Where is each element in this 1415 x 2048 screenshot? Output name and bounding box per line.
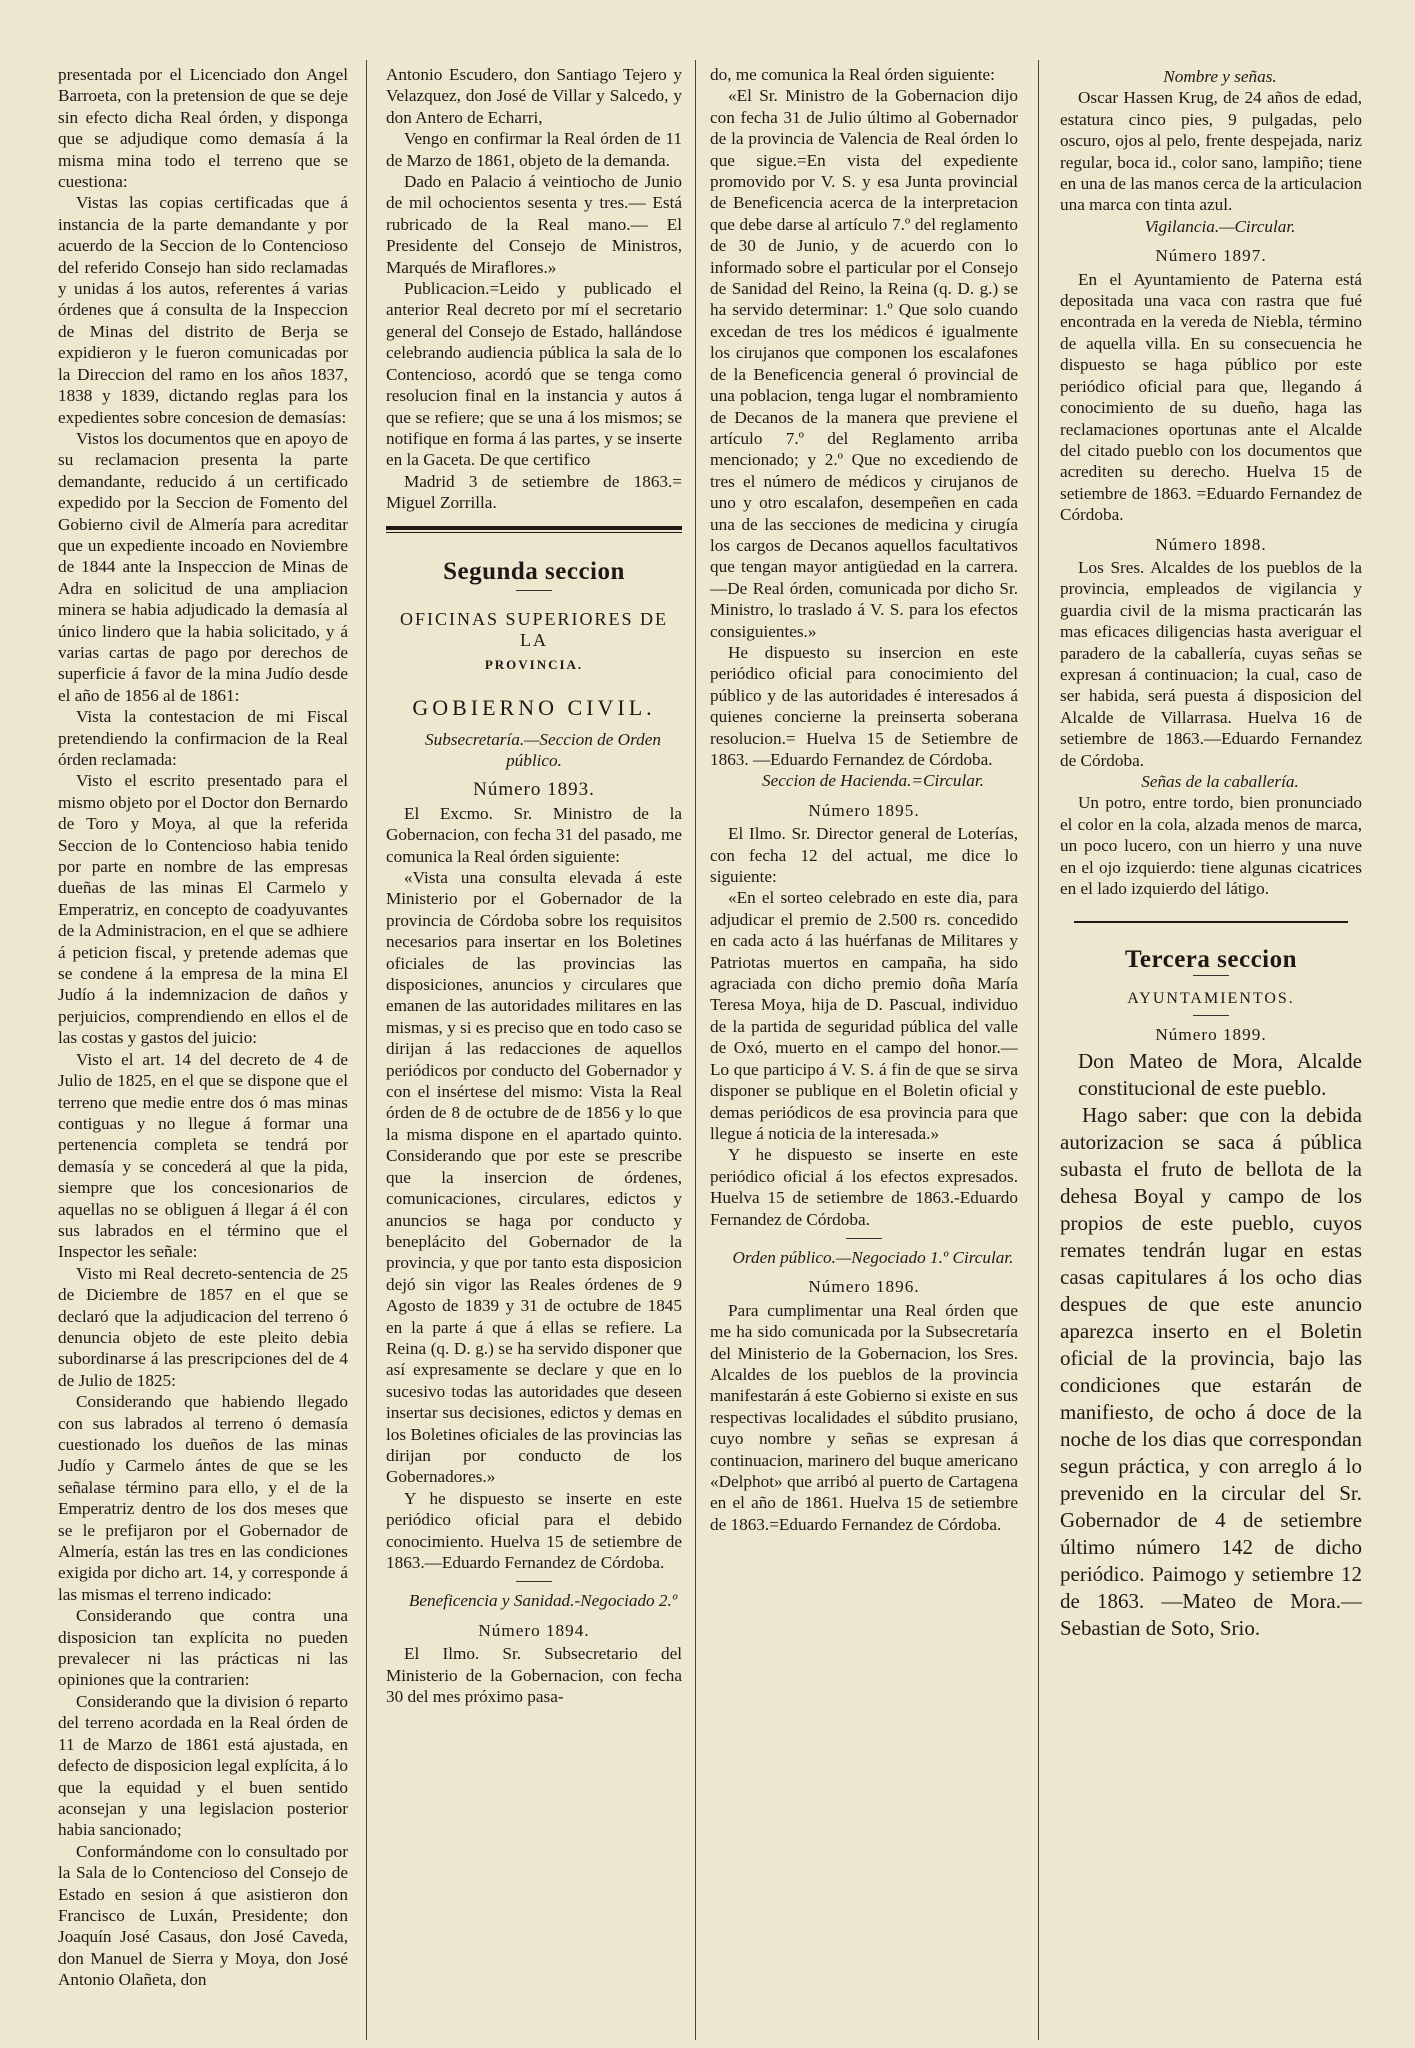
decree-block (1060, 1048, 1362, 1642)
paragraph: Vengo en confirmar la Real órden de 11 de Marzo de 1861, objeto de la demanda. (386, 129, 682, 170)
notice-number: Número 1896. (808, 1277, 920, 1297)
notice-number: Número 1893. (473, 779, 595, 801)
paragraph: He dispuesto su insercion en este periódico oficial para conocimiento del público y de las autoridades é interesados á quienes concierne la preinserta soberana resolucion.= Huelva 15 de Setiembre de 1863. —Eduardo Fernandez de Córdoba. (710, 642, 1018, 769)
separator (1193, 975, 1229, 976)
separator (516, 1581, 552, 1582)
notice-number: Número 1894. (478, 1620, 590, 1640)
subsection-title: Beneficencia y Sanidad.-Negociado 2.º (408, 1591, 678, 1611)
notice-number: Número 1897. (1155, 246, 1267, 266)
separator (846, 1238, 882, 1239)
column-divider (695, 60, 696, 2040)
column-divider (366, 60, 367, 2040)
paragraph: Un potro, entre tordo, bien pronunciado el color en la cola, alzada menos de marca, un poco lucero, con un hierro y una nuve en el ojo izquierdo: tiene algunas cicatrices en el lado izquierdo del látigo. (1060, 793, 1362, 899)
offices-title: OFICINAS SUPERIORES DE LA (399, 608, 669, 651)
section-title: Tercera seccion (1124, 946, 1298, 974)
paragraph: El Excmo. Sr. Ministro de la Gobernacion, con fecha 31 del pasado, me comunica la Real órden siguiente: (386, 803, 682, 866)
paragraph: Considerando que contra una disposicion tan explícita no pueden prevalecer ni las prácticas ni las opiniones que la contrarien: (58, 1606, 348, 1690)
gov-title: GOBIERNO CIVIL. (412, 695, 656, 721)
section-title: Segunda seccion (443, 557, 625, 585)
paragraph: Antonio Escudero, don Santiago Tejero y Velazquez, don José de Villar y Salcedo, y don Antero de Echarri, (386, 65, 682, 127)
separator (1193, 1015, 1229, 1016)
paragraph: Conformándome con lo consultado por la Sala de lo Contencioso del Consejo de Estado en sesion á que asistieron don Francisco de Luxán, Presidente; don Joaquín José Casaus, don José Caveda, don Manuel de Sierra y Moya, don José Antonio Olañeta, don (58, 1841, 348, 1990)
column-4 (1060, 64, 1362, 1642)
paragraph: «Vista una consulta elevada á este Ministerio por el Gobernador de la provincia de Córdoba sobre los requisitos necesarios para insertar en los Boletines oficiales de las provincias las disposiciones, anuncios y circulares que emanen de las autoridades militares en las mismas, y si es preciso que en todo caso se dirijan á las redacciones de aquellos periódicos por conducto del Gobernador y con el insértese del mismo: Vista la Real órden de 8 de octubre de de 1856 y lo que la misma dispone en el apartado quinto. Considerando que por este se prescribe que la insercion de órdenes, comunicaciones, circulares, edictos y anuncios se haga por conducto y beneplácito del Gobernador de la provincia, y que por tanto esta disposicion dejó sin vigor las Reales órdenes de 9 Agosto de 1839 y 31 de octubre de 1845 en la parte á que á ellas se refiere. La Reina (q. D. g.) se ha servido disponer que así expresamente se declare y que en lo sucesivo todas las autoridades que deseen insertar sus decisiones, edictos y demas en los Boletines oficiales de las provincias las dirijan por conducto de los Gobernadores.» (386, 868, 682, 1487)
paragraph: Publicacion.=Leido y publicado el anterior Real decreto por mí el secretario general del Consejo de Estado, hallándose celebrando audiencia pública la sala de lo Contencioso, acordó que se tenga como resolucion final en la instancia y autos á que se refiere; que se una á los mismos; se notifique en forma á las partes, y se inserte en la Gaceta. De que certifico (386, 279, 682, 470)
notice-number: Número 1898. (1155, 534, 1267, 554)
paragraph: Para cumplimentar una Real órden que me ha sido comunicada por la Subsecretaría del Ministerio de la Gobernacion, los Sres. Alcaldes de los pueblos de la provincia manifestarán á este Gobierno si existe en sus respectivas localidades el súbdito prusiano, cuyo nombre y señas se expresan á continuacion, marinero del buque americano «Delphot» que arribó al puerto de Cartagena en el año de 1861. Huelva 15 de setiembre de 1863.=Eduardo Fernandez de Córdoba. (710, 1300, 1018, 1534)
offices-subtitle: PROVINCIA. (484, 656, 584, 672)
separator (516, 590, 552, 591)
paragraph: Hago saber: que con la debida autorizacion se saca á pública subasta el fruto de bellota de la dehesa Boyal y campo de los propios de este pueblo, cuyos remates tendrán lugar en estas casas capitulares á los ocho dias despues de que este anuncio aparezca inserto en el Boletin oficial de la provincia, bajo las condiciones que estarán de manifiesto, de ocho á doce de la noche de los dias que correspondan segun práctica, y con arreglo á lo prevenido en la circular del Sr. Gobernador de 4 de setiembre último número 142 de dicho periódico. Paimogo y setiembre 12 de 1863. —Mateo de Mora.—Sebastian de Soto, Srio. (1060, 1102, 1362, 1640)
paragraph: El Ilmo. Sr. Subsecretario del Ministerio de la Gobernacion, con fecha 30 del mes próximo pasa- (386, 1644, 682, 1707)
paragraph: El Ilmo. Sr. Director general de Loterías, con fecha 12 del actual, me dice lo siguiente: (710, 824, 1018, 887)
paragraph: En el Ayuntamiento de Paterna está depositada una vaca con rastra que fué encontrada en la vereda de Niebla, término de aquella villa. En su consecuencia he dispuesto se haga público por este periódico oficial para que, llegando á conocimiento de su dueño, haga las reclamaciones oportunas ante el Alcalde del citado pueblo con los documentos que acrediten su derecho. Huelva 15 de setiembre de 1863. =Eduardo Fernandez de Córdoba. (1060, 269, 1362, 525)
section-rule (386, 526, 682, 533)
paragraph: Y he dispuesto se inserte en este periódico oficial á los efectos expresados. Huelva 15 de setiembre de 1863.-Eduardo Fernandez de Córdoba. (710, 1145, 1018, 1229)
paragraph: Vistos los documentos que en apoyo de su reclamacion presenta la parte demandante, reducido á un certificado expedido por la Seccion de Fomento del Gobierno civil de Almería para acreditar que un expediente incoado en Noviembre de 1844 ante la Inspeccion de Minas de Adra en solicitud de una ampliacion minera se habia adjudicado la demasía al único lindero que la habia solicitado, y á varias cartas de pago por derechos de superficie á favor de la mina Judío desde el año de 1856 al de 1861: (58, 428, 348, 705)
notice-number: Número 1899. (1155, 1025, 1267, 1045)
paragraph: do, me comunica la Real órden siguiente: (710, 65, 995, 84)
subsection-title: Orden público.—Negociado 1.º Circular. (732, 1247, 1014, 1267)
subsection-title: Vigilancia.—Circular. (1144, 216, 1296, 236)
column-divider (1038, 60, 1039, 2040)
paragraph: Y he dispuesto se inserte en este periódico oficial para el debido conocimiento. Huelva 15 de setiembre de 1863.—Eduardo Fernandez de Córdoba. (386, 1488, 682, 1572)
column-1 (58, 64, 348, 1991)
paragraph: Visto el art. 14 del decreto de 4 de Julio de 1825, en el que se dispone que el terreno que medie entre dos ó mas minas contiguas y no llegue á formar una pertenencia completa se tendrá por demasía y se concederá al que la pida, siempre que los concesionarios de aquellas no se obliguen á llegar á él con sus labrados en el término que el Inspector les señale: (58, 1049, 348, 1262)
paragraph: presentada por el Licenciado don Angel Barroeta, con la pretension de que se deje sin efecto dicha Real órden, y disponga que se adjudique como demasía á la misma mina todo el terreno que se cuestiona: (58, 65, 348, 192)
paragraph: Madrid 3 de setiembre de 1863.= Miguel Zorrilla. (386, 471, 682, 513)
subsection-title: Seccion de Hacienda.=Circular. (762, 771, 984, 791)
column-2 (386, 64, 682, 1707)
column-3 (710, 64, 1018, 1535)
paragraph: Los Sres. Alcaldes de los pueblos de la provincia, empleados de vigilancia y guardia civil de la misma practicarán las mas eficaces diligencias hasta averiguar el paradero de la caballería, cuyas señas se expresan á continuacion; la cual, caso de ser habida, será puesta á disposicion del Alcalde de Villarrasa. Huelva 16 de setiembre de 1863.—Eduardo Fernandez de Córdoba. (1060, 557, 1362, 770)
paragraph: Dado en Palacio á veintiocho de Junio de mil ochocientos sesenta y tres.— Está rubricado de la Real mano.— El Presidente del Consejo de Ministros, Marqués de Miraflores.» (386, 172, 682, 277)
paragraph: «El Sr. Ministro de la Gobernacion dijo con fecha 31 de Julio último al Gobernador de la provincia de Valencia de Real órden lo que sigue.=En vista del expediente promovido por V. S. y esa Junta provincial de Beneficencia acerca de la interpretacion que debe darse al artículo 7.º del reglamento de 30 de Junio, y de acuerdo con lo informado sobre el particular por el Consejo de Sanidad del Reino, la Reina (q. D. g.) se ha servido determinar: 1.º Que solo cuando excedan de tres los médicos é igualmente los cirujanos que componen los escalafones de la Beneficencia general ó provincial de una poblacion, tenga lugar el nombramiento de Decanos de la manera que previene el artículo 7.º del Reglamento arriba mencionado; y 2.º Que no excediendo de tres el número de médicos y cirujanos de uno y otro escalafon, desempeñen en cada una de las secciones de medicina y cirugía los cargos de Decanos aquellos facultativos que tengan mayor antigüedad en la carrera.—De Real órden, comunicada por dicho Sr. Ministro, lo traslado á V. S. para los efectos consiguientes.» (710, 86, 1018, 641)
ayuntamientos-title: AYUNTAMIENTOS. (1127, 989, 1295, 1007)
subsection-title: Nombre y señas. (1163, 67, 1277, 86)
paragraph: Vista la contestacion de mi Fiscal pretendiendo la confirmacion de la Real órden reclamada: (58, 707, 348, 769)
subsection-title: Señas de la caballería. (1141, 772, 1299, 791)
paragraph: Visto mi Real decreto-sentencia de 25 de Diciembre de 1857 en el que se declaró que la adjudicacion del terreno ó denuncia objeto de este pleito debia subordinarse á las prescripciones del de 4 de Julio de 1825: (58, 1263, 348, 1390)
notice-number: Número 1895. (808, 800, 920, 820)
paragraph: Considerando que la division ó reparto del terreno acordada en la Real órden de 11 de Marzo de 1861 está ajustada, en defecto de disposicion legal explícita, á lo que la equidad y el buen sentido aconsejan y una legislacion posterior habia sancionado; (58, 1691, 348, 1840)
subsection-title: Subsecretaría.—Seccion de Orden público. (425, 729, 661, 770)
paragraph: Considerando que habiendo llegado con sus labrados al terreno ó demasía cuestionado los dueños de las minas Judío y Carmelo ántes de que se les señalase término para ello, y el de la Emperatriz dentro de los dos meses que se le prefijaron por el Gobernador de Almería, están las tres en las condiciones exigida por dicho art. 14, y corresponde á las mismas el terreno indicado: (58, 1392, 348, 1604)
paragraph: Vistas las copias certificadas que á instancia de la parte demandante y por acuerdo de la Seccion de lo Contencioso del referido Consejo han sido reclamadas y unidas á los autos, referentes á varias órdenes que á consulta de la Inspeccion de Minas del distrito de Berja se expidieron y le fueron comunicadas por la Direccion del ramo en los años 1837, 1838 y 1839, dictando reglas para los expedientes sobre concesion de demasías: (58, 193, 348, 427)
alcalde-heading: Don Mateo de Mora, Alcalde constitucional de este pueblo. (1078, 1048, 1362, 1100)
paragraph: «En el sorteo celebrado en este dia, para adjudicar el premio de 2.500 rs. concedido en cada acto á las huérfanas de Militares y Patriotas muertos en campaña, ha sido agraciada con dicho premio doña María Teresa Moya, hija de D. Pascual, individuo de la partida de seguridad pública del valle de Oxó, muerto en el campo del honor.— Lo que participo á V. S. á fin de que se sirva disponer se publique en el Boletin oficial y demas periódicos de esa provincia para que llegue á noticia de la interesada.» (710, 888, 1018, 1143)
paragraph: Oscar Hassen Krug, de 24 años de edad, estatura cinco pies, 9 pulgadas, pelo oscuro, ojos al pelo, frente despejada, nariz regular, boca id., color sano, lampiño; tiene en una de las manos cerca de la articulacion una marca con tinta azul. (1060, 88, 1362, 215)
section-rule (1074, 921, 1348, 923)
paragraph: Visto el escrito presentado para el mismo objeto por el Doctor don Bernardo de Toro y Moya, al que la referida Seccion de lo Contencioso habia tenido por parte en nombre de las empresas dueñas de las minas El Carmelo y Emperatriz, en concepto de coadyuvantes de la Administracion, en el que se adhiere á peticion fiscal, y pretende ademas que se condene á la empresa de la mina El Judío á la indemnizacion de daños y perjuicios, comprendiendo en ellos el de las costas y gastos del juicio: (58, 771, 348, 1048)
